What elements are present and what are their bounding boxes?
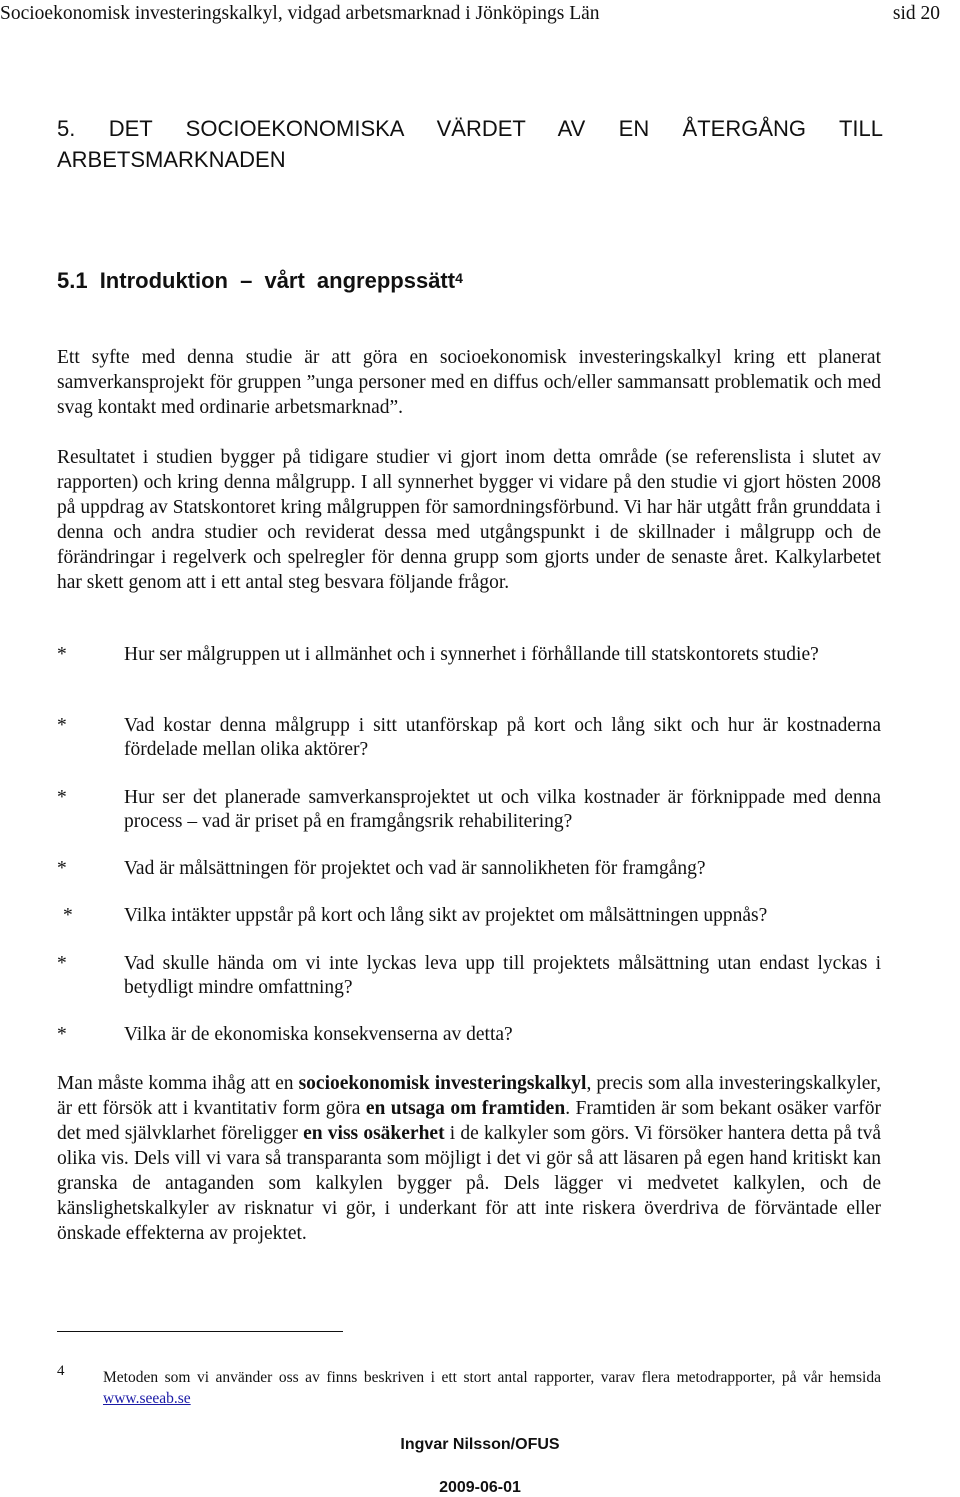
bold-term: en viss osäkerhet [303, 1123, 445, 1144]
bold-term: en utsaga om framtiden [365, 1098, 566, 1119]
bullet-marker: * [63, 905, 73, 926]
question-text: Hur ser målgruppen ut i allmänhet och i synnerhet i förhållande till statskontorets studie? [124, 644, 819, 665]
footer-date: 2009-06-01 [439, 1479, 521, 1496]
page-header [0, 0, 960, 40]
footnote-text [103, 1367, 881, 1409]
paragraph-uncertainty [57, 1071, 881, 1246]
paragraph-method: Resultatet i studien bygger på tidigare studier vi gjort inom detta område (se referenslista i slutet av rapporten) och kring denna målgrupp. I all synnerhet bygger vi vidare på den studie vi gjort hösten 2008 på uppdrag av Statskontoret kring målgruppen för samordningsförbund. Vi har här utgått från grunddata i denna och andra studier och reviderat dessa med utgångspunkt i de skillnader i målgrupp och de förändringar i regelverk och spelregler för denna grupp som gjorts under de senaste året. Kalkylarbetet har skett genom att i ett antal steg besvara följande frågor. [57, 447, 881, 593]
question-text: Vilka intäkter uppstår på kort och lång sikt av projektet om målsättningen uppnås? [124, 905, 768, 926]
chapter-heading: 5. DET SOCIOEKONOMISKA VÄRDET AV EN ÅTERGÅNG TILL [57, 116, 883, 141]
footnote-reference[interactable]: 4 [455, 270, 463, 286]
question-text: Vad är målsättningen för projektet och vad är sannolikheten för framgång? [124, 858, 706, 879]
question-text: Vilka är de ekonomiska konsekvenserna av detta? [124, 1024, 513, 1045]
bullet-marker: * [57, 644, 67, 665]
section-heading [57, 266, 463, 296]
bullet-marker: * [57, 715, 67, 736]
document-title: Socioekonomisk investeringskalkyl, vidgad arbetsmarknad i Jönköpings Län [0, 3, 600, 24]
section-heading-text: 5.1 Introduktion – vårt angreppssätt [57, 268, 456, 293]
footnote-number: 4 [57, 1363, 65, 1379]
question-text: Vad kostar denna målgrupp i sitt utanförskap på kort och lång sikt och hur är kostnaderna fördelade mellan olika aktörer? [124, 715, 881, 760]
text-run: Man måste komma ihåg att en [57, 1073, 299, 1094]
question-text: Vad skulle hända om vi inte lyckas leva upp till projektets målsättning utan endast lyckas i betydligt mindre omfattning? [124, 953, 881, 998]
website-link[interactable]: www.seeab.se [103, 1390, 191, 1407]
footnote-body: Metoden som vi använder oss av finns beskriven i ett stort antal rapporter, varav flera metodrapporter, på vår hemsida [103, 1369, 881, 1386]
question-text: Hur ser det planerade samverkansprojektet ut och vilka kostnader är förknippade med denna process – vad är priset på en framgångsrik rehabilitering? [124, 787, 881, 832]
bullet-marker: * [57, 1024, 67, 1045]
text-run: i de kalkyler som görs. Vi försöker hantera detta på två olika vis. Dels vill vi vara så transparanta som möjligt i det vi gör så att läsaren på egen hand kritiskt kan granska de antaganden som kalkylen bygger på. Dels lägger vi medvetet kalkylen, och de känslighetskalkyler av risknatur vi gör, i underkant för att inte riskera överdriva de förväntade eller önskade effekterna av projektet. [57, 1123, 881, 1244]
bullet-marker: * [57, 858, 67, 879]
paragraph-intro: Ett syfte med denna studie är att göra en socioekonomisk investeringskalkyl kring ett planerat samverkansprojekt för gruppen ”unga personer med en diffus och/eller sammansatt problematik och med svag kontakt med ordinarie arbetsmarknad”. [57, 347, 881, 418]
footnote-separator [57, 1331, 343, 1332]
bold-term: socioekonomisk investeringskalkyl [298, 1073, 587, 1094]
text-run: . Framtiden är som bekant osäker varför det med självklarhet föreligger [57, 1098, 881, 1144]
text-run: , precis som alla investeringskalkyler, är ett försök att i kvantitativ form göra [57, 1073, 881, 1119]
chapter-heading-line2: ARBETSMARKNADEN [57, 147, 286, 172]
bullet-marker: * [57, 787, 67, 808]
bullet-marker: * [57, 953, 67, 974]
footer-author: Ingvar Nilsson/OFUS [400, 1436, 560, 1453]
page-number: sid 20 [892, 3, 940, 24]
